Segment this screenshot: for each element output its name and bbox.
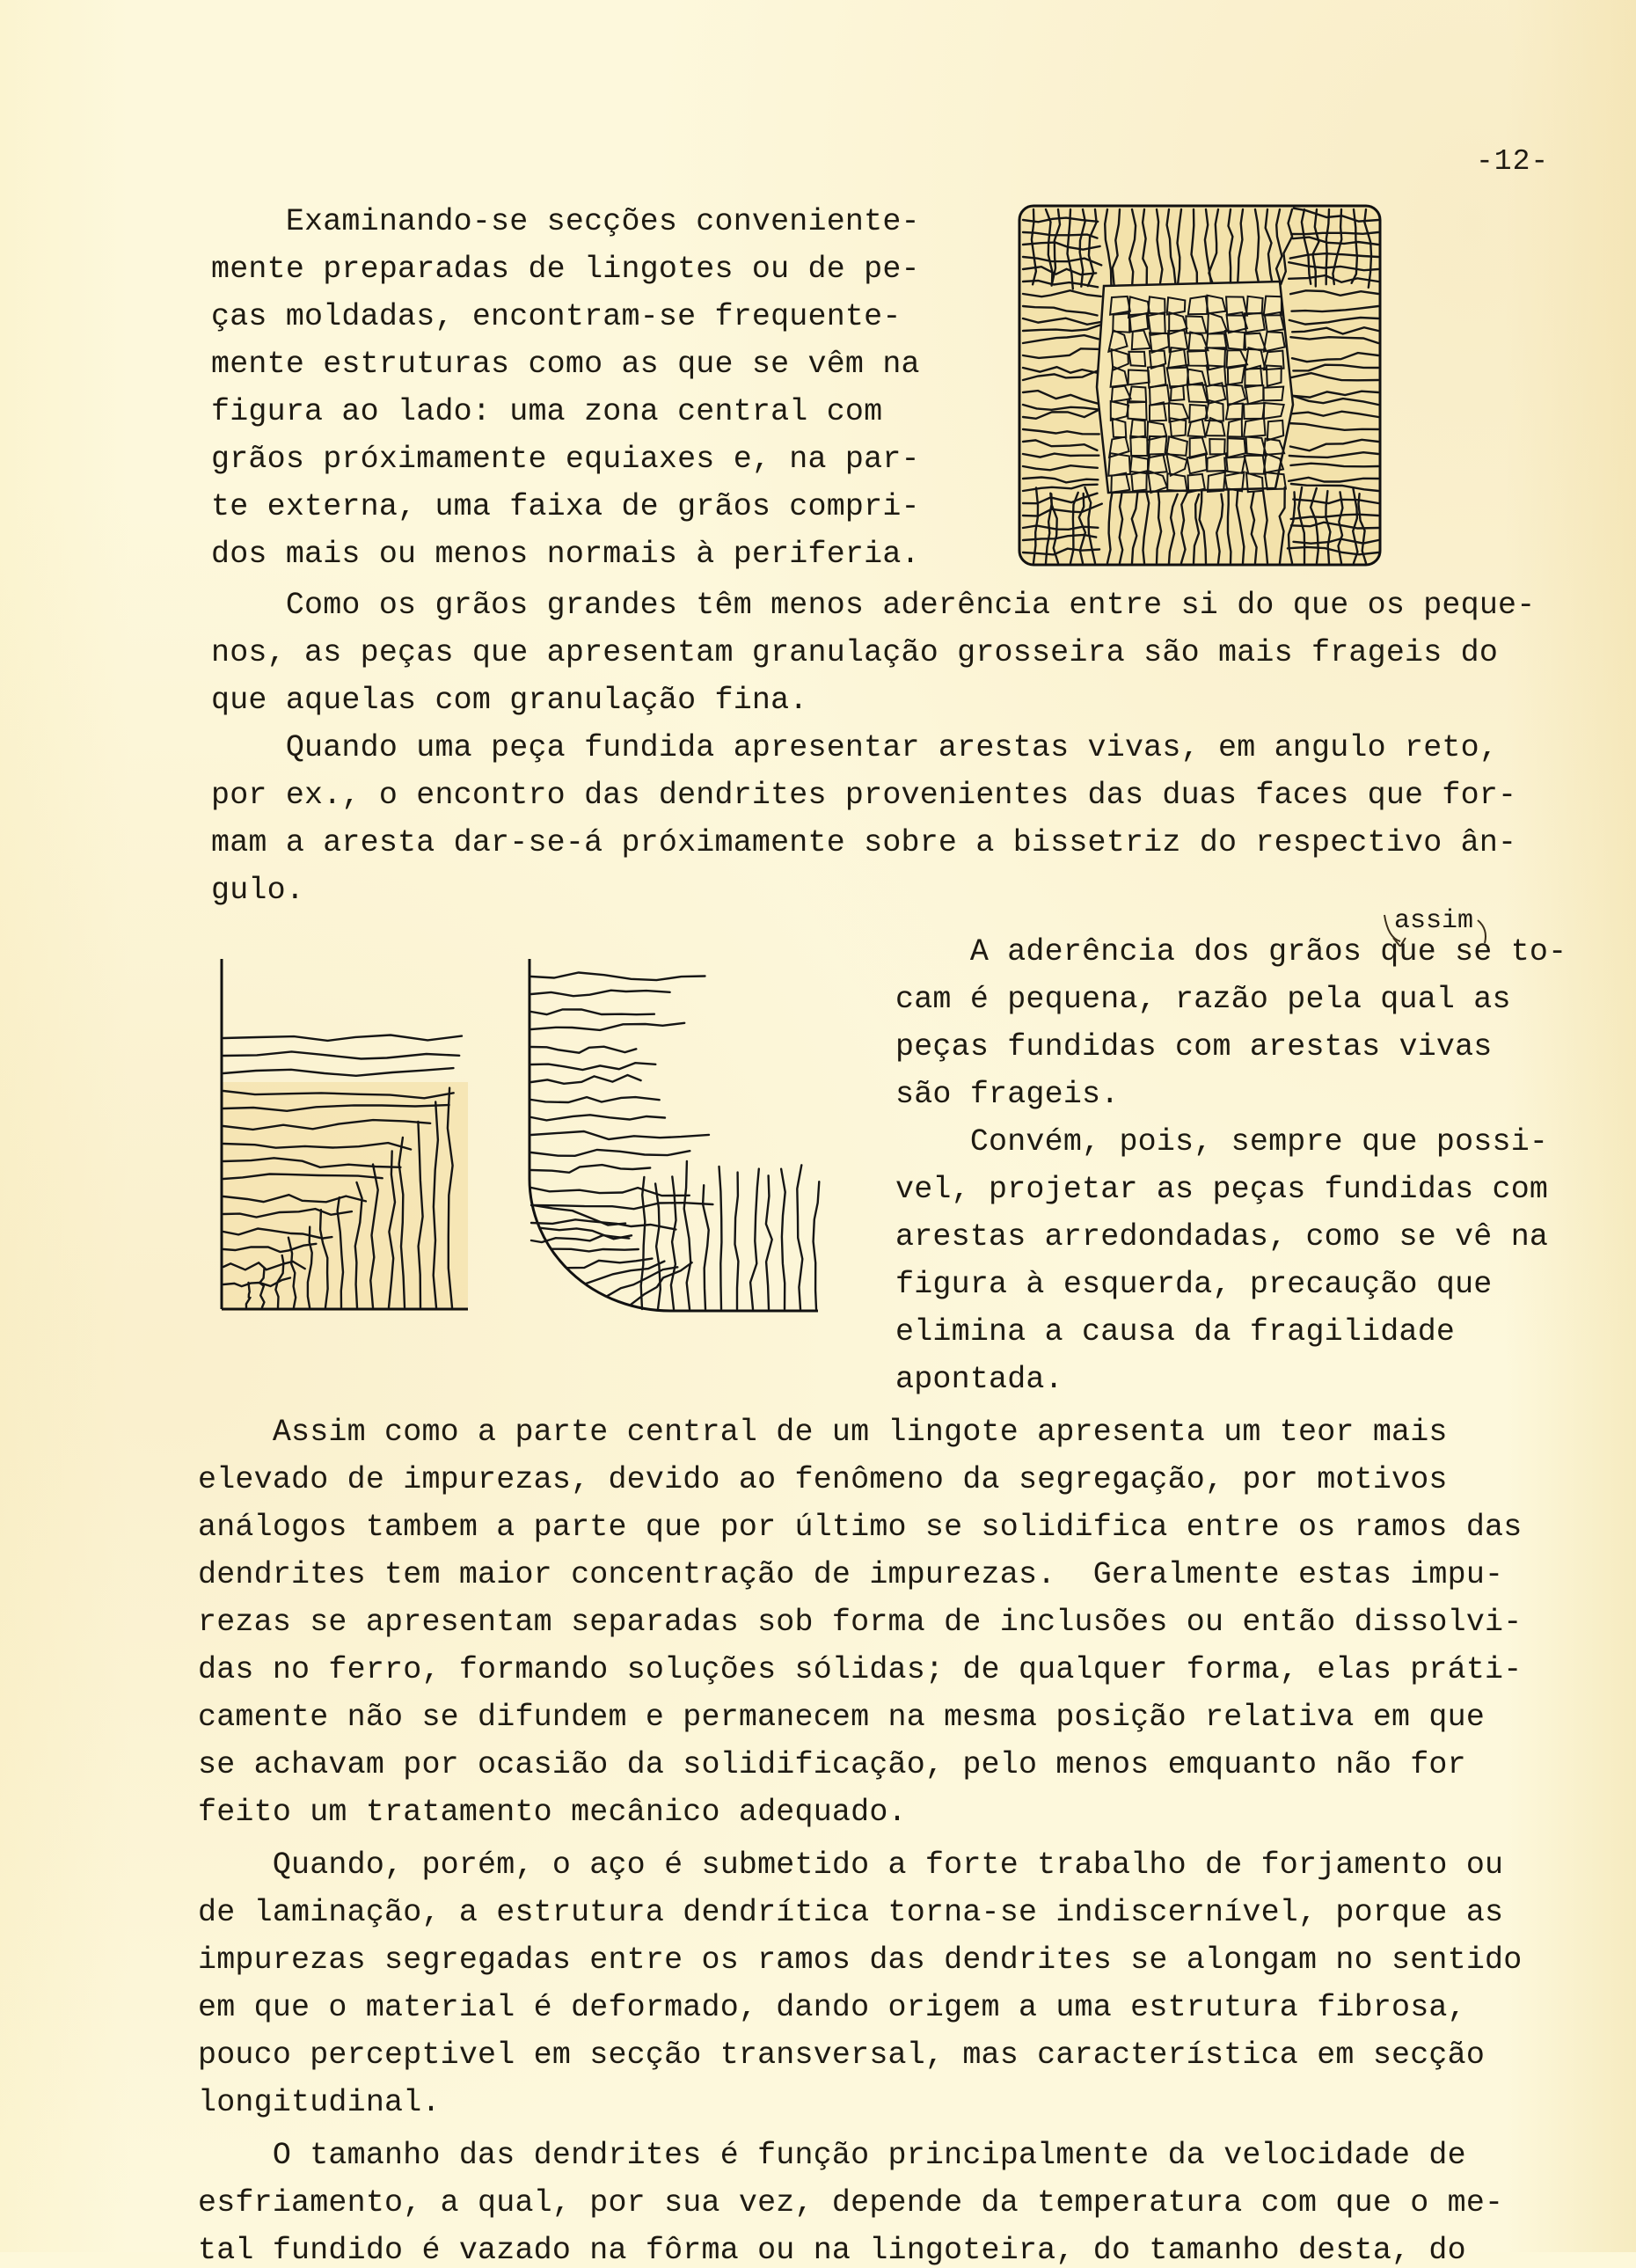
- dendrite-vertical: [797, 1165, 802, 1309]
- text-line: vel, projetar as peças fundidas com: [895, 1172, 1549, 1207]
- dendrite-horizontal: [531, 1097, 660, 1102]
- text-line: A aderência dos grãos que se to-: [895, 934, 1567, 969]
- text-line: das no ferro, formando soluções sólidas; de qualquer forma, elas práti-: [198, 1652, 1523, 1687]
- dendrite-vertical: [781, 1169, 785, 1309]
- dendrite-horizontal: [531, 1150, 690, 1156]
- rounded-corner-dendrites-illustration: [519, 959, 836, 1320]
- dendrite-horizontal: [531, 1047, 636, 1053]
- text-line: pouco perceptivel em secção transversal, mas característica em secção: [198, 2038, 1486, 2073]
- dendrite-horizontal: [531, 1219, 676, 1229]
- text-line: Assim como a parte central de um lingote apresenta um teor mais: [198, 1415, 1448, 1450]
- text-line: elevado de impurezas, devido ao fenômeno da segregação, por motivos: [198, 1462, 1448, 1497]
- dendrite-horizontal: [531, 1115, 665, 1120]
- text-line: gulo.: [211, 873, 305, 908]
- text-line: em que o material é deformado, dando origem a uma estrutura fibrosa,: [198, 1990, 1466, 2025]
- text-line: de laminação, a estrutura dendrítica torna-se indiscernível, porque as: [198, 1895, 1504, 1930]
- text-line: arestas arredondadas, como se vê na: [895, 1219, 1549, 1255]
- text-line: Convém, pois, sempre que possi-: [895, 1124, 1549, 1160]
- text-line: longitudinal.: [198, 2085, 441, 2120]
- text-line: elimina a causa da fragilidade: [895, 1314, 1456, 1350]
- dendrite-vertical: [719, 1167, 722, 1309]
- text-line: ças moldadas, encontram-se frequente-: [211, 299, 902, 334]
- text-line: que aquelas com granulação fina.: [211, 683, 808, 718]
- text-line: Examinando-se secções conveniente-: [211, 204, 920, 239]
- text-line: mam a aresta dar-se-á próximamente sobre a bissetriz do respectivo ân-: [211, 825, 1517, 860]
- text-line: Como os grãos grandes têm menos aderência entre si do que os peque-: [211, 588, 1536, 623]
- text-line: impurezas segregadas entre os ramos das dendrites se alongam no sentido: [198, 1942, 1523, 1978]
- dendrite-horizontal: [531, 1009, 654, 1014]
- text-line: feito um tratamento mecânico adequado.: [198, 1795, 907, 1830]
- dendrite-radial: [539, 1228, 632, 1240]
- text-line: O tamanho das dendrites é função principalmente da velocidade de: [198, 2138, 1466, 2173]
- dendrite-vertical: [684, 1161, 691, 1309]
- dendrite-horizontal: [531, 973, 705, 981]
- text-line: grãos próximamente equiaxes e, na par-: [211, 442, 920, 477]
- dendrite-radial: [532, 1205, 625, 1225]
- dendrite-horizontal: [531, 1131, 709, 1139]
- text-line: camente não se difundem e permanecem na mesma posição relativa em que: [198, 1700, 1486, 1735]
- text-line: cam é pequena, razão pela qual as: [895, 982, 1511, 1017]
- dendrite-horizontal: [223, 1068, 454, 1076]
- dendrite-horizontal: [223, 1035, 462, 1041]
- dendrite-radial: [551, 1249, 638, 1252]
- text-line: são frageis.: [895, 1077, 1120, 1112]
- dendrite-vertical: [750, 1169, 759, 1309]
- text-line: tal fundido é vazado na fôrma ou na lingoteira, do tamanho desta, do: [198, 2233, 1466, 2268]
- text-line: rezas se apresentam separadas sob forma de inclusões ou então dissolvi-: [198, 1605, 1523, 1640]
- text-line: mente preparadas de lingotes ou de pe-: [211, 252, 920, 287]
- handwritten-insertion: assim: [1394, 906, 1474, 936]
- text-line: dos mais ou menos normais à periferia.: [211, 537, 920, 572]
- dendrite-radial: [585, 1262, 664, 1284]
- dendrite-vertical: [814, 1182, 820, 1309]
- text-line: se achavam por ocasião da solidificação, pelo menos emquanto não for: [198, 1747, 1466, 1782]
- dendrite-vertical: [641, 1177, 646, 1309]
- dendrite-horizontal: [531, 1075, 641, 1084]
- text-line: análogos tambem a parte que por último se solidifica entre os ramos das: [198, 1510, 1523, 1545]
- dendrite-vertical: [766, 1175, 772, 1309]
- dendrite-vertical: [735, 1173, 739, 1309]
- text-line: figura à esquerda, precaução que: [895, 1267, 1493, 1302]
- dendrite-radial: [566, 1259, 653, 1269]
- text-line: dendrites tem maior concentração de impurezas. Geralmente estas impu-: [198, 1557, 1504, 1592]
- text-line: por ex., o encontro das dendrites provenientes das duas faces que for-: [211, 778, 1517, 813]
- sharp-corner-dendrites-illustration: [211, 959, 475, 1320]
- dendrite-horizontal: [223, 1051, 459, 1058]
- text-line: apontada.: [895, 1362, 1063, 1397]
- text-line: esfriamento, a qual, por sua vez, depende da temperatura com que o me-: [198, 2185, 1504, 2220]
- text-line: nos, as peças que apresentam granulação grosseira são mais frageis do: [211, 635, 1499, 670]
- text-line: peças fundidas com arestas vivas: [895, 1029, 1493, 1064]
- dendrite-horizontal: [531, 1165, 650, 1173]
- dendrite-horizontal: [531, 1023, 684, 1030]
- dendrite-horizontal: [531, 1063, 655, 1070]
- text-line: Quando, porém, o aço é submetido a forte trabalho de forjamento ou: [198, 1847, 1504, 1883]
- text-line: Quando uma peça fundida apresentar arestas vivas, em angulo reto,: [211, 730, 1499, 765]
- text-line: mente estruturas como as que se vêm na: [211, 347, 920, 382]
- dendrite-horizontal: [531, 1188, 690, 1196]
- dendrite-horizontal: [531, 991, 670, 997]
- text-line: figura ao lado: uma zona central com: [211, 394, 883, 429]
- ingot-cross-section-illustration: [1016, 202, 1385, 570]
- page-number: -12-: [1476, 145, 1550, 178]
- text-line: te externa, uma faixa de grãos compri-: [211, 489, 920, 524]
